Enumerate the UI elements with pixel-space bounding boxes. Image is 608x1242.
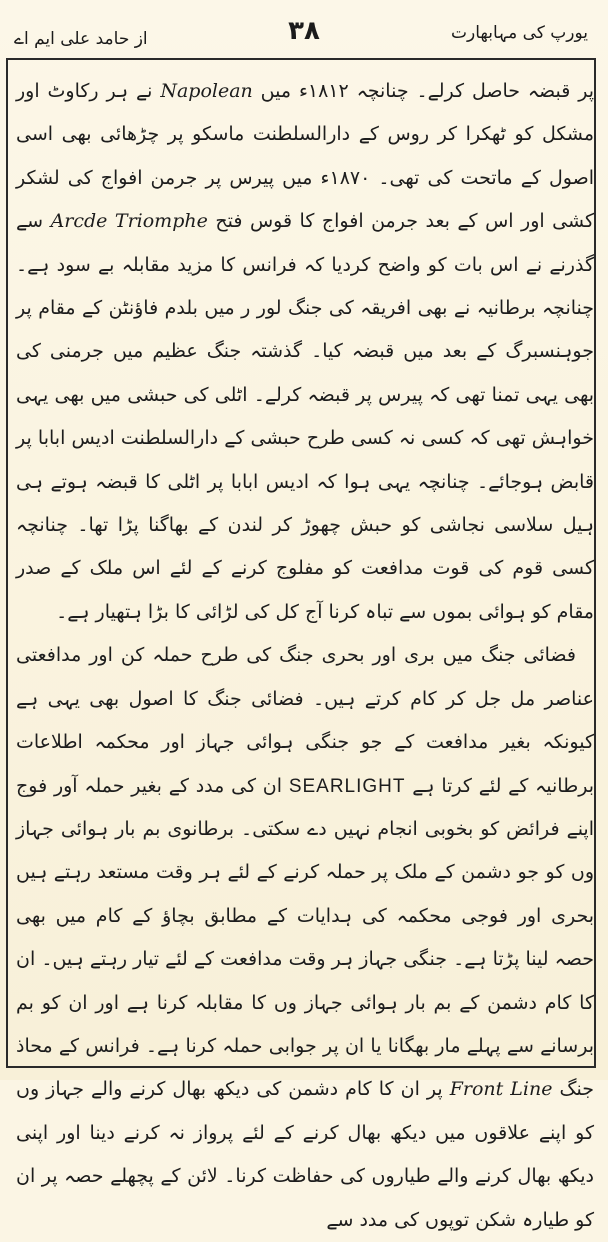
latin-term-arc-de-triomphe: Arcde Triomphe [50,210,208,233]
latin-term-napolean: Napolean [160,80,253,102]
page-number: ۳۸ [288,16,320,46]
text-run: سے گذرنے نے اس بات کو واضح کردیا کہ فرانس کا مزید مقابلہ بے سود ہے۔ چنانچہ برطانیہ نے بھی افریقہ کی جنگ لور ر میں بلدم فاؤنٹن کے مقام پر جوہنسبرگ کے بعد میں قبضہ کیا۔ گذشتہ جنگ عظیم میں جرمنی کی بھی یہی تمنا تھی کہ پیرس پر قبضہ کرلے۔ اٹلی کی حبشی میں بھی یہی خواہش تھی کہ کسی نہ کسی طرح حبشی کے دارالسلطنت ادیس ابابا پر قابض ہوجائے۔ چنانچہ یہی ہوا کہ ادیس ابابا پر اٹلی کا قبضہ ہوتے ہی ہیل سلاسی نجاشی کو حبش چھوڑ کر لندن کے بھاگنا پڑا تھا۔ چنانچہ کسی قوم کی قوت مدافعت کو مفلوج کرنے کے لئے اس ملک کے صدر مقام کو ہوائی بموں سے تباہ کرنا آج کل کی لڑائی کا بڑا ہتھیار ہے۔ [16,210,594,623]
page-header [0,0,608,58]
page-body [16,70,595,1231]
header-book-title: یورپ کی مہابھارت [450,23,588,43]
text-run: ان کی مدد کے بغیر حملہ آور فوج اپنے فرائض کو بخوبی انجام نہیں دے سکتی۔ برطانوی بم بار ہوائی جہاز وں کو جو دشمن کے ملک پر حملہ کرنے کے لئے ہر وقت مستعد رہتے ہیں بحری اور فوجی محکمہ کی ہدایات کے مطابق بچاؤ کے کام میں بھی حصہ لینا پڑتا ہے۔ جنگی جہاز ہر وقت مدافعت کے لئے تیار رہتے ہیں۔ ان کا کام دشمن کے بم بار ہوائی جہاز وں کا مقابلہ کرنا ہے اور ان کو بم برسانے سے پہلے مار بھگانا یا ان پر جوابی حملہ کرنا ہے۔ فرانس کے محاذ جنگ [16,774,594,1101]
latin-term-front-line: Front Line [449,1078,553,1101]
paragraph-2 [16,634,594,1242]
header-author: از حامد علی ایم اے [14,29,148,49]
latin-term-searchlight: SEARLIGHT [288,775,406,797]
paragraph-1 [16,70,594,634]
text-run: نے ہر رکاوٹ اور مشکل کو ٹھکرا کر روس کے دارالسلطنت ماسکو پر چڑھائی بھی اسی اصول کے ماتحت کی تھی۔ ۱۸۷۰ء میں پیرس پر جرمن افواج کی لشکر کشی اور اس کے بعد جرمن افواج کا قوس فتح [16,80,595,233]
text-run: پر ان کا کام دشمن کی دیکھ بھال کرنے والے جہاز وں کو اپنے علاقوں میں دیکھ بھال کرنے کے لئے پرواز نہ کرنے دینا اور اپنی دیکھ بھال کرنے والے طیاروں کی حفاظت کرنا۔ لائن کے پچھلے حصہ پر ان کو طیارہ شکن توپوں کی مدد سے [16,1078,594,1231]
text-run: فضائی جنگ میں بری اور بحری جنگ کی طرح حملہ کن اور مدافعتی عناصر مل جل کر کام کرتے ہیں۔ فضائی جنگ کا اصول بھی یہی ہے کیونکہ بغیر مدافعت کے جو جنگی ہوائی جہاز اور محکمہ اطلاعات برطانیہ کے لئے کرتا ہے [16,644,594,797]
text-run: پر قبضہ حاصل کرلے۔ چنانچہ ۱۸۱۲ء میں [252,80,594,102]
